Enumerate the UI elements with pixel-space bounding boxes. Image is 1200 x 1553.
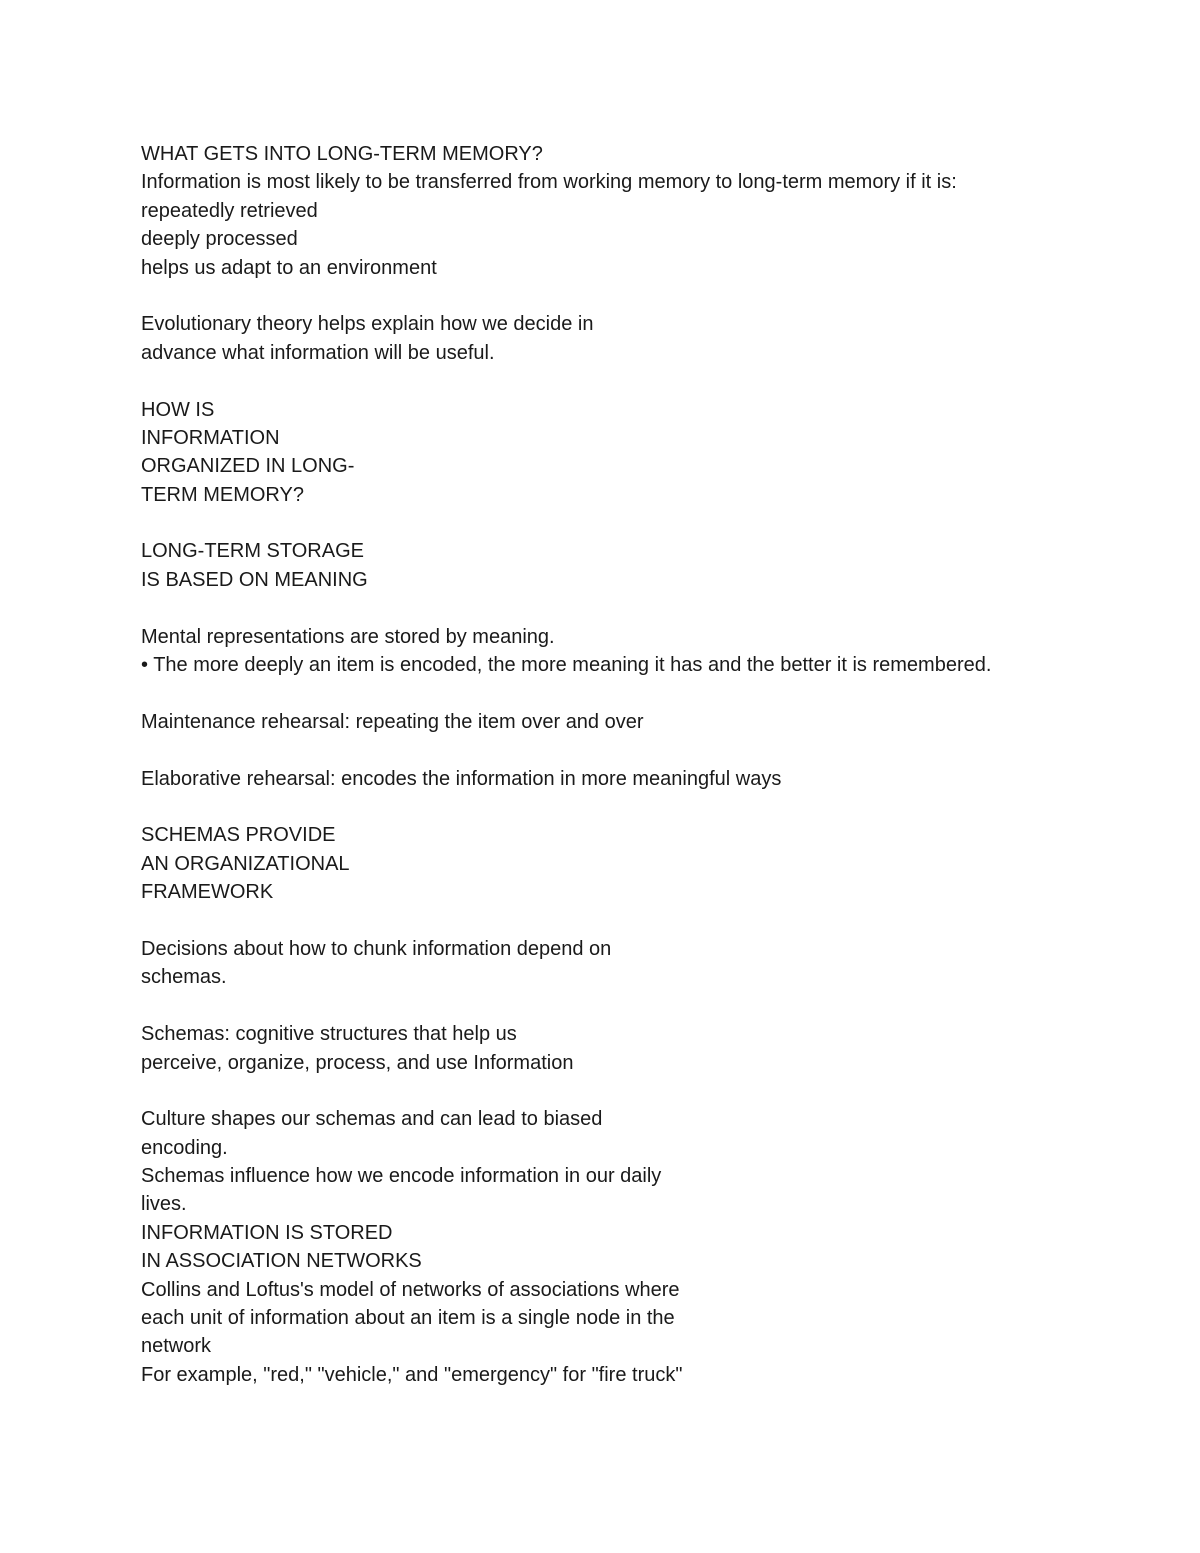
heading-line: FRAMEWORK [141,881,274,904]
blank-line [141,367,1141,395]
heading-line: IS BASED ON MEANING [141,568,368,591]
paragraph-line: network [141,1335,212,1358]
paragraph-line: Culture shapes our schemas and can lead to biased [141,1108,603,1131]
paragraph-line: Elaborative rehearsal: encodes the information in more meaningful ways [141,767,782,790]
blank-line [141,1077,1141,1105]
blank-line [141,282,1141,310]
paragraph-line: Mental representations are stored by meaning. [141,625,555,648]
heading-line: HOW IS [141,398,215,421]
heading-line: IN ASSOCIATION NETWORKS [141,1250,422,1273]
paragraph-line: advance what information will be useful. [141,341,495,364]
list-item: helps us adapt to an environment [141,256,437,279]
blank-line [141,509,1141,537]
heading-line: LONG-TERM STORAGE [141,540,364,563]
paragraph-line: Evolutionary theory helps explain how we decide in [141,313,594,336]
heading-line: TERM MEMORY? [141,483,304,506]
paragraph-line: encoding. [141,1136,228,1159]
document-page [141,140,1141,1389]
blank-line [141,679,1141,707]
blank-line [141,907,1141,935]
heading-line: INFORMATION IS STORED [141,1221,393,1244]
paragraph-line: Collins and Loftus's model of networks of associations where [141,1278,680,1301]
paragraph-line: Schemas influence how we encode information in our daily [141,1165,662,1188]
blank-line [141,736,1141,764]
paragraph-line: schemas. [141,966,227,989]
heading-line: SCHEMAS PROVIDE [141,824,336,847]
blank-line [141,992,1141,1020]
blank-line [141,594,1141,622]
paragraph-line: lives. [141,1193,187,1216]
bullet-item: • The more deeply an item is encoded, the more meaning it has and the better it is remembered. [141,654,992,677]
paragraph-line: Maintenance rehearsal: repeating the item over and over [141,710,644,733]
paragraph-line: Decisions about how to chunk information depend on [141,937,612,960]
heading-line: AN ORGANIZATIONAL [141,852,350,875]
paragraph-line: For example, "red," "vehicle," and "emergency" for "fire truck" [141,1363,683,1386]
heading-long-term-memory: WHAT GETS INTO LONG-TERM MEMORY? [141,143,543,165]
paragraph-line: Information is most likely to be transferred from working memory to long-term memory if it is: [141,171,957,194]
paragraph-line: perceive, organize, process, and use Information [141,1051,574,1074]
heading-line: ORGANIZED IN LONG- [141,455,355,478]
list-item: deeply processed [141,228,298,251]
paragraph-line: Schemas: cognitive structures that help us [141,1023,517,1046]
paragraph-line: each unit of information about an item is a single node in the [141,1307,675,1330]
heading-line: INFORMATION [141,426,280,449]
list-item: repeatedly retrieved [141,199,318,222]
blank-line [141,793,1141,821]
